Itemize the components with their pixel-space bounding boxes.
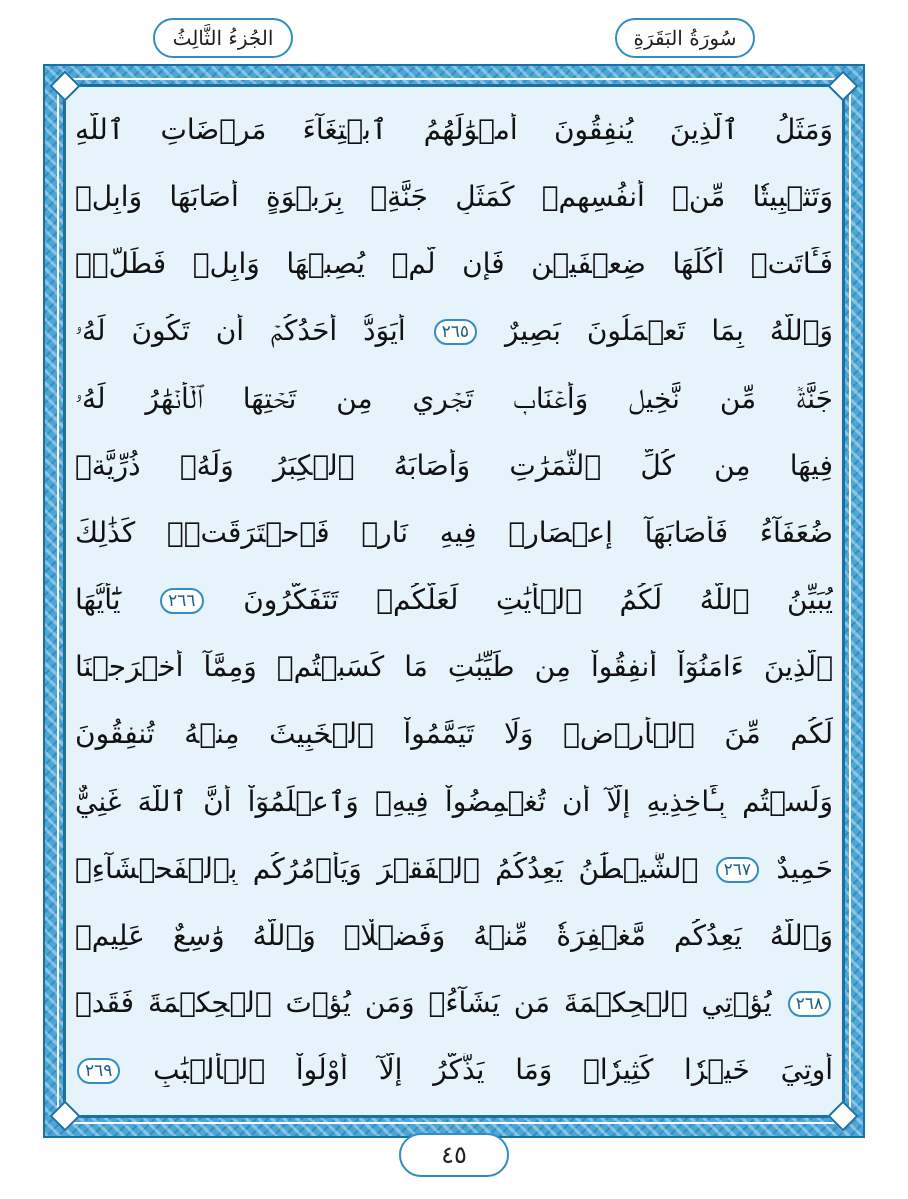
juz-header: الجُزءُ الثَّالِثُ	[153, 18, 293, 58]
verse-text: وَلَسۡتُم بِـَٔاخِذِيهِ إِلَّآ أَن تُغۡمِضُواْ فِيهِۚ وَٱعۡلَمُوٓاْ أَنَّ ٱللَّهَ غَنِيٌّ	[75, 784, 833, 818]
verse-line	[75, 852, 833, 886]
verse-text: وَتَثۡبِيتٗا مِّنۡ أَنفُسِهِمۡ كَمَثَلِ جَنَّةِۭ بِرَبۡوَةٍ أَصَابَهَا وَابِلٞ	[75, 179, 833, 213]
verse-line	[75, 919, 833, 953]
verse-text-block	[75, 84, 833, 1118]
verse-text: ٱلَّذِينَ ءَامَنُوٓاْ أَنفِقُواْ مِن طَيِّبَٰتِ مَا كَسَبۡتُمۡ وَمِمَّآ أَخۡرَجۡنَا	[75, 650, 833, 684]
verse-line	[75, 1053, 833, 1087]
verse-line	[75, 717, 833, 751]
ayah-number-marker: ٢٦٨	[788, 991, 831, 1017]
verse-text: لَكُم مِّنَ ٱلۡأَرۡضِۖ وَلَا تَيَمَّمُواْ ٱلۡخَبِيثَ مِنۡهُ تُنفِقُونَ	[75, 717, 833, 751]
ayah-number-marker: ٢٦٥	[434, 319, 477, 345]
verse-line	[75, 247, 833, 281]
verse-text: ضُعَفَآءُ فَأَصَابَهَآ إِعۡصَارٞ فِيهِ نَارٞ فَٱحۡتَرَقَتۡۗ كَذَٰلِكَ	[75, 515, 833, 549]
verse-text: حَمِيدٌ	[776, 851, 833, 885]
page-frame	[35, 8, 873, 1188]
verse-line	[75, 180, 833, 214]
surah-header: سُورَةُ البَقَرَةِ	[615, 18, 755, 58]
verse-line	[75, 113, 833, 147]
verse-line	[75, 314, 833, 348]
ayah-number-marker: ٢٦٩	[77, 1058, 120, 1084]
verse-text: جَنَّةٞ مِّن نَّخِيلٖ وَأَعۡنَابٖ تَجۡرِي مِن تَحۡتِهَا ٱلۡأَنۡهَٰرُ لَهُۥ	[75, 381, 833, 415]
verse-text: أُوتِيَ خَيۡرٗا كَثِيرٗاۗ وَمَا يَذَّكَّرُ إِلَّآ أُوْلُواْ ٱلۡأَلۡبَٰبِ	[153, 1053, 833, 1087]
verse-line	[75, 382, 833, 416]
verse-line	[75, 449, 833, 483]
verse-text: وَٱللَّهُ بِمَا تَعۡمَلُونَ بَصِيرٌ	[504, 314, 833, 348]
verse-text: فِيهَا مِن كُلِّ ٱلثَّمَرَٰتِ وَأَصَابَهُ ٱلۡكِبَرُ وَلَهُۥ ذُرِّيَّةٞ	[75, 448, 833, 482]
verse-text: أَيَوَدُّ أَحَدُكُمۡ أَن تَكُونَ لَهُۥ	[75, 314, 406, 348]
verse-text: يَٰٓأَيُّهَا	[75, 583, 121, 617]
ayah-number-marker: ٢٦٧	[716, 857, 759, 883]
verse-text: وَمَثَلُ ٱلَّذِينَ يُنفِقُونَ أَمۡوَٰلَهُمُ ٱبۡتِغَآءَ مَرۡضَاتِ ٱللَّهِ	[75, 112, 833, 146]
verse-text: يُؤۡتِي ٱلۡحِكۡمَةَ مَن يَشَآءُۚ وَمَن يُؤۡتَ ٱلۡحِكۡمَةَ فَقَدۡ	[75, 986, 772, 1020]
verse-line	[75, 516, 833, 550]
verse-text: وَٱللَّهُ يَعِدُكُم مَّغۡفِرَةٗ مِّنۡهُ وَفَضۡلٗاۗ وَٱللَّهُ وَٰسِعٌ عَلِيمٞ	[75, 919, 833, 953]
page-number: ٤٥	[399, 1133, 509, 1177]
verse-line	[75, 986, 833, 1020]
verse-text: فَـَٔاتَتۡ أُكُلَهَا ضِعۡفَيۡنِ فَإِن لَّمۡ يُصِبۡهَا وَابِلٞ فَطَلّٞۗ	[75, 247, 833, 281]
verse-text: يُبَيِّنُ ٱللَّهُ لَكُمُ ٱلۡأٓيَٰتِ لَعَلَّكُمۡ تَتَفَكَّرُونَ	[243, 583, 833, 617]
verse-line	[75, 583, 833, 617]
verse-line	[75, 650, 833, 684]
verse-text: ٱلشَّيۡطَٰنُ يَعِدُكُمُ ٱلۡفَقۡرَ وَيَأۡمُرُكُم بِٱلۡفَحۡشَآءِۖ	[75, 851, 699, 885]
verse-line	[75, 785, 833, 819]
ayah-number-marker: ٢٦٦	[160, 588, 203, 614]
